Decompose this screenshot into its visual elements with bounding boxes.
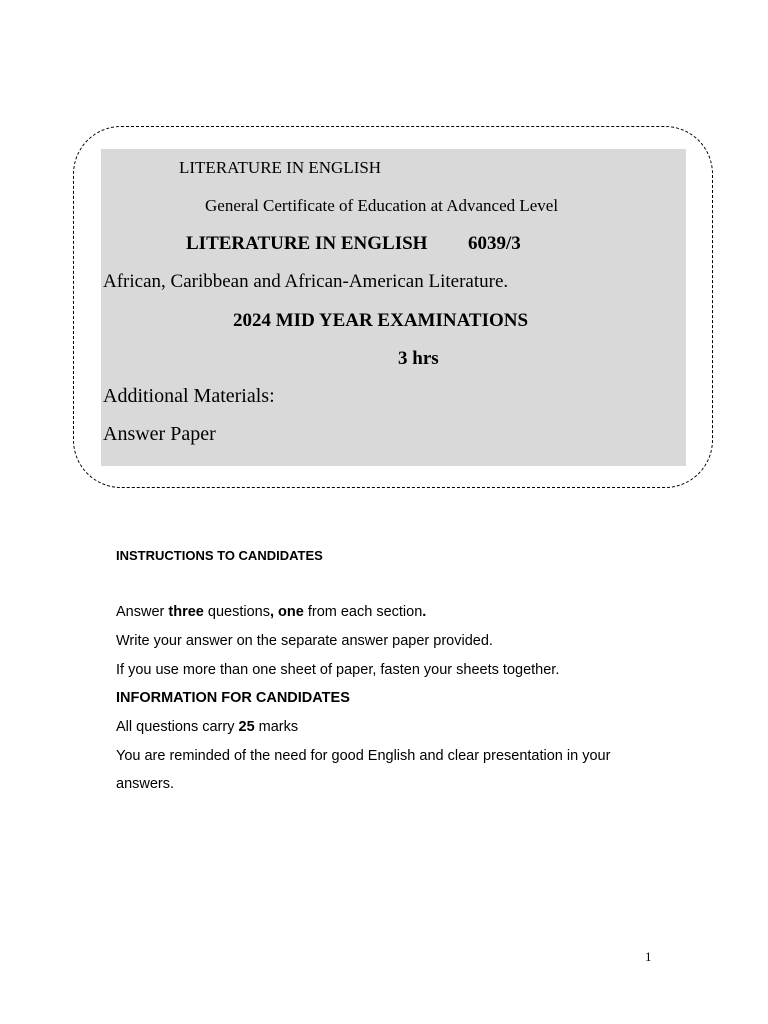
certificate-title: General Certificate of Education at Advanced Level [205,196,559,215]
information-text: All questions carry [116,719,239,735]
paper-code: 6039/3 [468,233,521,254]
information-reminder: You are reminded of the need for good English and clear presentation in your [116,748,611,764]
paper-title: African, Caribbean and African-American Literature. [103,271,509,292]
page-number: 1 [645,949,652,964]
instruction-answer-three [116,605,426,620]
instruction-fasten-sheets: If you use more than one sheet of paper, fasten your sheets together. [116,662,560,678]
instruction-emphasis: . [422,604,427,620]
instruction-text: from each section [303,604,423,620]
instruction-answer-paper: Write your answer on the separate answer paper provided. [116,633,493,649]
instructions-heading: INSTRUCTIONS TO CANDIDATES [116,548,323,563]
information-marks [116,720,298,735]
instruction-emphasis: three [168,604,204,620]
subject-title: LITERATURE IN ENGLISH [186,233,428,254]
information-reminder-continued: answers. [116,776,175,792]
additional-materials-heading: Additional Materials: [103,385,275,407]
exam-duration: 3 hrs [398,348,439,369]
information-heading: INFORMATION FOR CANDIDATES [116,690,350,706]
exam-session: 2024 MID YEAR EXAMINATIONS [233,310,529,331]
subject-title-small: LITERATURE IN ENGLISH [179,158,382,177]
marks-value: 25 [238,719,255,735]
additional-materials-item: Answer Paper [103,423,216,445]
information-text: marks [254,719,299,735]
instruction-text: questions [203,604,270,620]
instruction-text: Answer [116,604,169,620]
instruction-emphasis: , one [269,604,304,620]
